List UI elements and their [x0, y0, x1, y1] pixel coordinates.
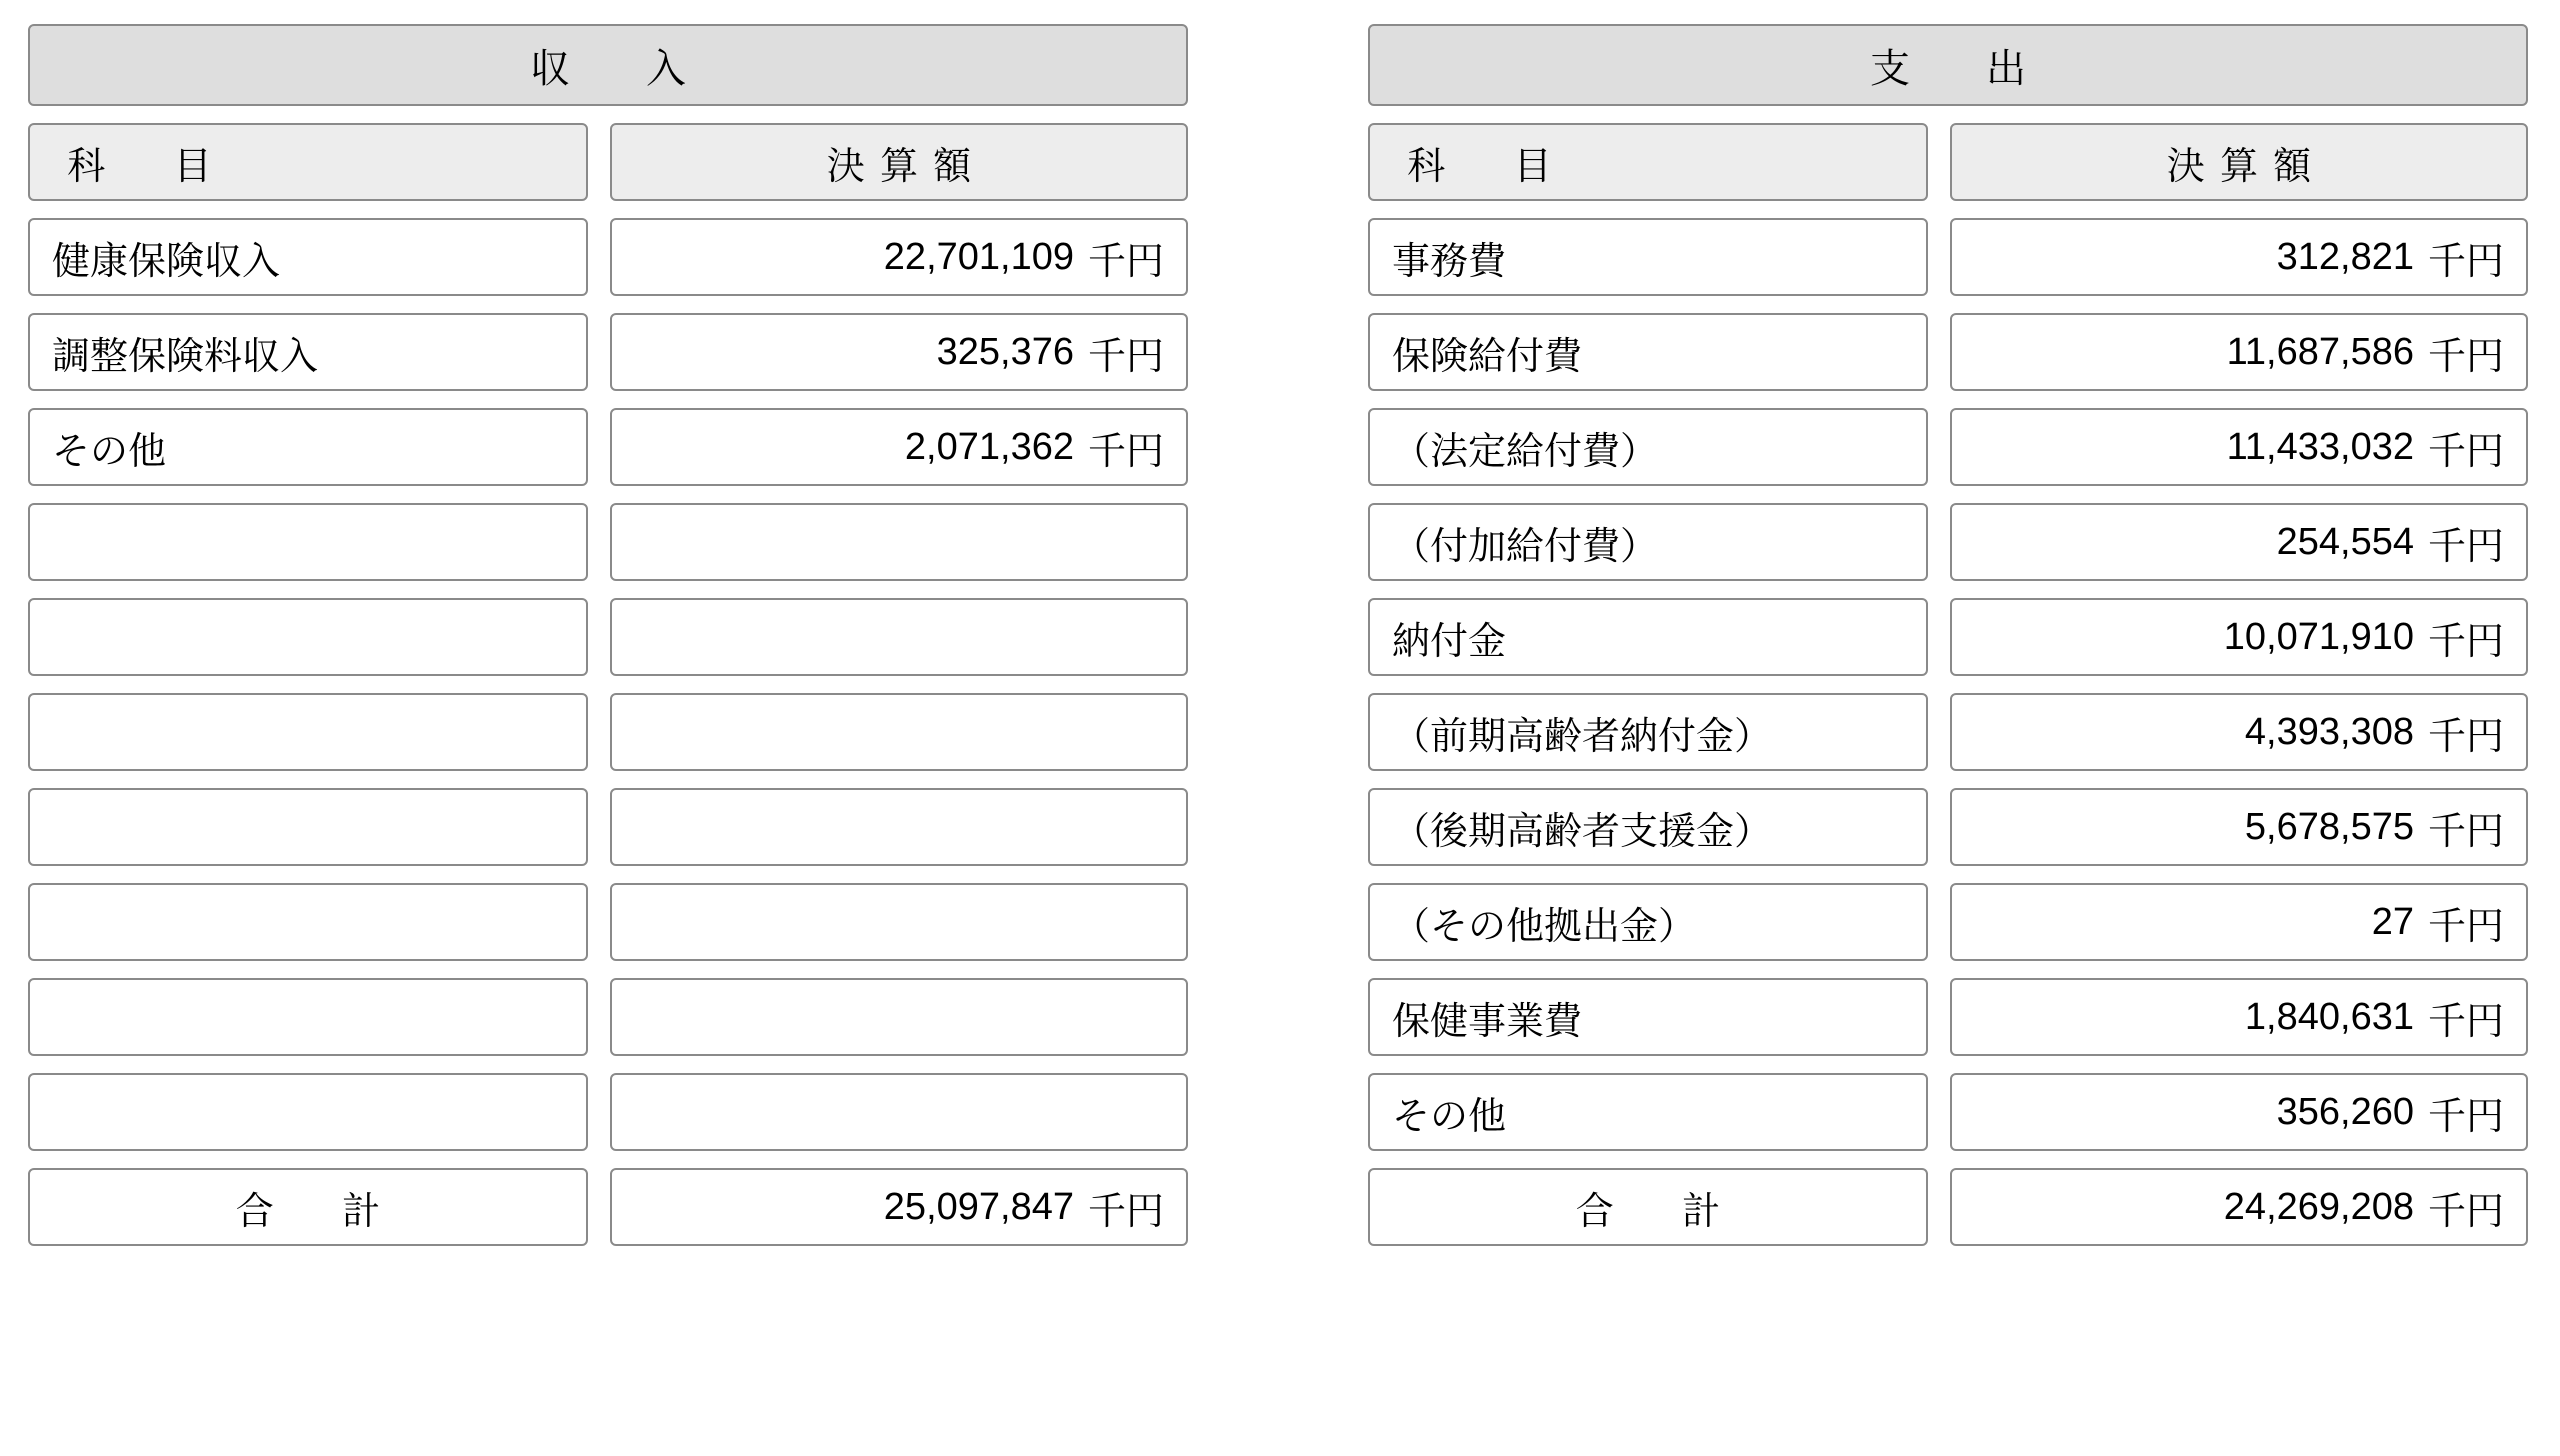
income-item-2: その他 — [28, 408, 588, 486]
income-panel-title: 収 入 — [28, 24, 1188, 106]
expense-amount-6 — [1950, 788, 2528, 866]
income-total-amount — [610, 1168, 1188, 1246]
expense-amount-value-1: 11,687,586 — [2226, 330, 2414, 373]
table-row — [28, 693, 1188, 771]
expense-item-3: （付加給付費） — [1368, 503, 1928, 581]
income-amount-3 — [610, 503, 1188, 581]
income-amount-8 — [610, 978, 1188, 1056]
income-header-item: 科 目 — [28, 123, 588, 201]
expense-amount-unit-1: 千円 — [2427, 335, 2504, 378]
expense-amount-unit-9: 千円 — [2427, 1095, 2504, 1138]
expense-amount-unit-5: 千円 — [2427, 715, 2504, 758]
expense-total-unit: 千円 — [2427, 1190, 2504, 1233]
table-row — [1368, 503, 2528, 581]
expense-amount-3 — [1950, 503, 2528, 581]
expense-amount-unit-4: 千円 — [2427, 620, 2504, 663]
income-item-9 — [28, 1073, 588, 1151]
income-amount-value-1: 325,376 — [936, 330, 1074, 373]
table-row — [28, 598, 1188, 676]
expense-item-9: その他 — [1368, 1073, 1928, 1151]
income-amount-7 — [610, 883, 1188, 961]
expense-amount-unit-8: 千円 — [2427, 1000, 2504, 1043]
income-header-amount: 決算額 — [610, 123, 1188, 201]
income-amount-1 — [610, 313, 1188, 391]
income-total-unit: 千円 — [1087, 1190, 1164, 1233]
income-amount-value-0: 22,701,109 — [883, 235, 1074, 278]
income-amount-0 — [610, 218, 1188, 296]
table-row — [28, 1073, 1188, 1151]
table-row — [28, 788, 1188, 866]
income-item-0: 健康保険収入 — [28, 218, 588, 296]
table-row — [1368, 598, 2528, 676]
income-item-3 — [28, 503, 588, 581]
table-row — [1368, 883, 2528, 961]
table-row — [1368, 313, 2528, 391]
income-item-4 — [28, 598, 588, 676]
expense-amount-5 — [1950, 693, 2528, 771]
expense-amount-value-7: 27 — [2371, 900, 2414, 943]
expense-amount-9 — [1950, 1073, 2528, 1151]
expense-amount-value-5: 4,393,308 — [2244, 710, 2414, 753]
income-amount-6 — [610, 788, 1188, 866]
expense-amount-value-2: 11,433,032 — [2226, 425, 2414, 468]
expense-amount-value-8: 1,840,631 — [2244, 995, 2414, 1038]
expense-amount-8 — [1950, 978, 2528, 1056]
table-row — [1368, 1073, 2528, 1151]
expense-panel-title: 支 出 — [1368, 24, 2528, 106]
income-panel — [28, 24, 1188, 1246]
table-row — [28, 313, 1188, 391]
income-amount-unit-1: 千円 — [1087, 335, 1164, 378]
table-row — [1368, 218, 2528, 296]
expense-item-8: 保健事業費 — [1368, 978, 1928, 1056]
expense-header-amount: 決算額 — [1950, 123, 2528, 201]
income-item-7 — [28, 883, 588, 961]
table-row — [28, 218, 1188, 296]
expense-amount-0 — [1950, 218, 2528, 296]
table-row — [1368, 788, 2528, 866]
table-row — [28, 408, 1188, 486]
income-item-8 — [28, 978, 588, 1056]
income-total-row — [28, 1168, 1188, 1246]
income-total-label: 合 計 — [28, 1168, 588, 1246]
income-item-1: 調整保険料収入 — [28, 313, 588, 391]
expense-item-0: 事務費 — [1368, 218, 1928, 296]
expense-item-5: （前期高齢者納付金） — [1368, 693, 1928, 771]
income-amount-9 — [610, 1073, 1188, 1151]
table-row — [28, 503, 1188, 581]
expense-amount-value-0: 312,821 — [2276, 235, 2414, 278]
table-row — [1368, 693, 2528, 771]
expense-amount-unit-7: 千円 — [2427, 905, 2504, 948]
expense-item-1: 保険給付費 — [1368, 313, 1928, 391]
expense-item-6: （後期高齢者支援金） — [1368, 788, 1928, 866]
expense-amount-2 — [1950, 408, 2528, 486]
income-amount-5 — [610, 693, 1188, 771]
expense-amount-4 — [1950, 598, 2528, 676]
expense-item-2: （法定給付費） — [1368, 408, 1928, 486]
income-amount-unit-2: 千円 — [1087, 430, 1164, 473]
expense-amount-value-6: 5,678,575 — [2244, 805, 2414, 848]
expense-amount-1 — [1950, 313, 2528, 391]
expense-amount-value-3: 254,554 — [2276, 520, 2414, 563]
expense-panel — [1368, 24, 2528, 1246]
income-total-value: 25,097,847 — [883, 1185, 1074, 1228]
income-header-row — [28, 123, 1188, 201]
table-row — [28, 978, 1188, 1056]
expense-header-row — [1368, 123, 2528, 201]
table-row — [1368, 978, 2528, 1056]
expense-amount-unit-3: 千円 — [2427, 525, 2504, 568]
table-row — [1368, 408, 2528, 486]
expense-amount-unit-2: 千円 — [2427, 430, 2504, 473]
expense-item-7: （その他拠出金） — [1368, 883, 1928, 961]
expense-header-item: 科 目 — [1368, 123, 1928, 201]
expense-amount-value-9: 356,260 — [2276, 1090, 2414, 1133]
expense-item-4: 納付金 — [1368, 598, 1928, 676]
expense-total-value: 24,269,208 — [2223, 1185, 2414, 1228]
income-amount-value-2: 2,071,362 — [904, 425, 1074, 468]
expense-total-amount — [1950, 1168, 2528, 1246]
expense-amount-7 — [1950, 883, 2528, 961]
expense-total-row — [1368, 1168, 2528, 1246]
income-amount-4 — [610, 598, 1188, 676]
income-amount-2 — [610, 408, 1188, 486]
income-item-6 — [28, 788, 588, 866]
table-row — [28, 883, 1188, 961]
expense-total-label: 合 計 — [1368, 1168, 1928, 1246]
expense-amount-unit-6: 千円 — [2427, 810, 2504, 853]
income-amount-unit-0: 千円 — [1087, 240, 1164, 283]
expense-amount-value-4: 10,071,910 — [2223, 615, 2414, 658]
expense-amount-unit-0: 千円 — [2427, 240, 2504, 283]
income-item-5 — [28, 693, 588, 771]
